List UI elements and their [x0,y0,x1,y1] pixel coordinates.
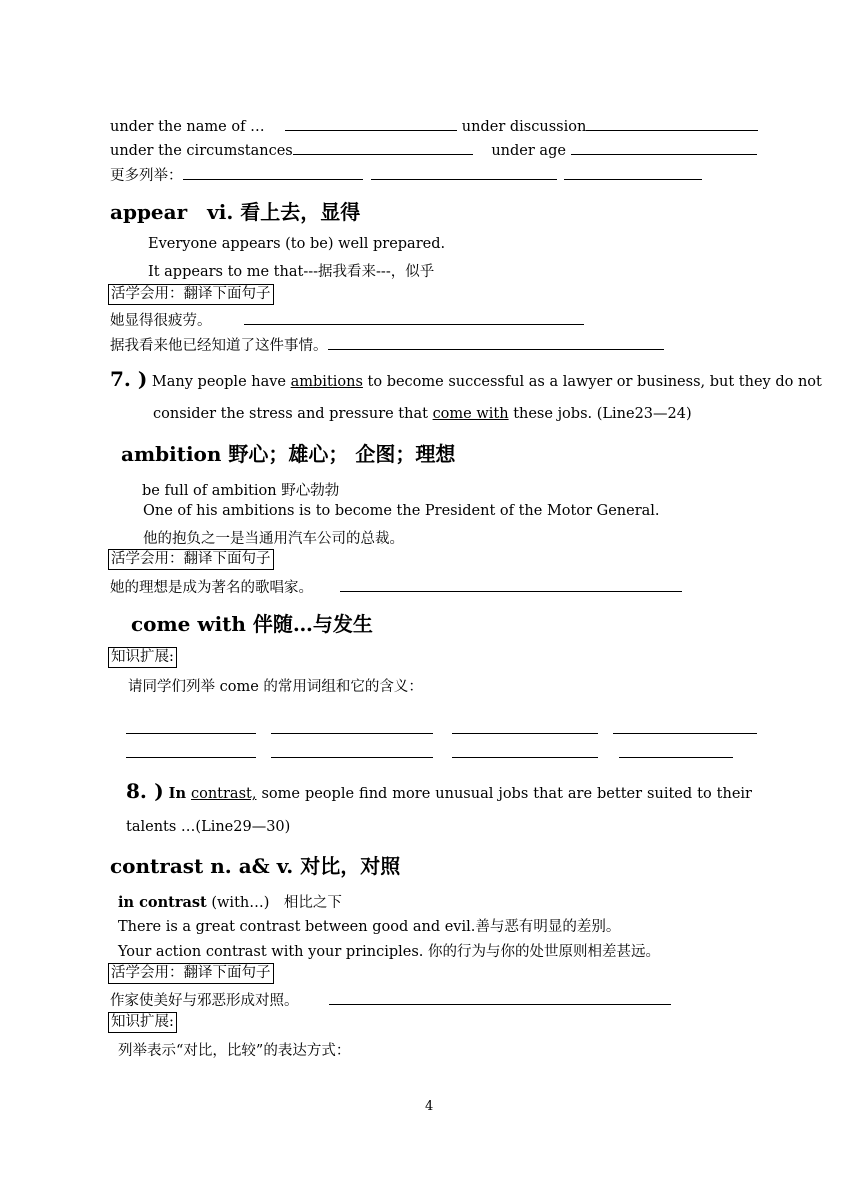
item-7-sentence [110,367,822,391]
phrase-line-3 [110,164,702,185]
answer-blank[interactable] [613,724,757,734]
practice-box: 活学会用：翻译下面句子 [108,963,274,984]
answer-blank[interactable] [271,724,433,734]
answer-blank[interactable] [452,724,598,734]
answer-blank[interactable] [452,748,598,758]
answer-blank[interactable] [126,748,256,758]
heading-come-with: come with 伴随…与发生 [131,612,373,636]
sentence-text: these jobs. (Line23—24) [513,406,692,422]
phrase-line-2 [110,140,757,159]
answer-blank[interactable] [293,140,473,155]
underlined-word: contrast, [190,786,257,802]
answer-blank[interactable] [244,310,584,325]
question-line [110,576,682,597]
heading-appear: appear vi. 看上去，显得 [110,200,361,224]
dash-row [126,743,733,762]
phrase-text: 更多列举： [110,168,183,184]
answer-blank[interactable] [564,165,702,180]
answer-blank[interactable] [328,335,664,350]
phrase-text: under discussion [461,119,587,135]
item-number: 8. ) [126,779,164,803]
example-line: One of his ambitions is to become the President of the Motor General. [143,503,660,519]
example-text: (with…) 相比之下 [211,895,342,911]
example-line: Your action contrast with your principles. 你的行为与你的处世原则相差甚远。 [118,944,661,960]
answer-blank[interactable] [371,165,557,180]
answer-blank[interactable] [340,577,682,592]
question-line [110,309,584,330]
phrase-text: under the name of … [110,119,265,135]
item-8-sentence [126,779,752,803]
phrase-line-1 [110,116,758,135]
answer-blank[interactable] [183,165,363,180]
practice-box: 活学会用：翻译下面句子 [108,284,274,305]
sentence-text: some people find more unusual jobs that are better suited to their [261,786,752,802]
answer-blank[interactable] [571,140,757,155]
answer-blank[interactable] [586,116,758,131]
answer-blank[interactable] [285,116,457,131]
heading-ambition: ambition 野心；雄心； 企图；理想 [121,442,456,466]
item-number: 7. ) [110,367,148,391]
example-line: It appears to me that---据我看来---，似乎 [148,264,435,280]
question-text: 作家使美好与邪恶形成对照。 [110,993,299,1009]
page-number: 4 [425,1099,434,1114]
answer-blank[interactable] [619,748,733,758]
answer-blank[interactable] [271,748,433,758]
prompt-line: 请同学们列举 come 的常用词组和它的含义： [128,679,423,695]
example-line: There is a great contrast between good and evil.善与恶有明显的差别。 [118,919,621,935]
question-text: 据我看来他已经知道了这件事情。 [110,338,328,354]
item-7-sentence-line-2 [153,406,692,422]
sentence-text: Many people have [151,374,287,390]
sentence-text: In [168,785,186,802]
bold-phrase: in contrast [118,894,207,911]
answer-blank[interactable] [126,724,256,734]
knowledge-box: 知识扩展: [108,1012,177,1033]
example-line [118,891,342,912]
question-line [110,334,664,355]
sentence-text: consider the stress and pressure that [153,406,428,422]
question-text: 她的理想是成为著名的歌唱家。 [110,580,313,596]
prompt-line: 列举表示“对比，比较”的表达方式： [118,1043,351,1059]
dash-row [126,719,757,738]
question-line [110,989,671,1010]
sentence-text: to become successful as a lawyer or business, but they do not [367,374,822,390]
knowledge-box: 知识扩展: [108,647,177,668]
item-8-sentence-line-2: talents …(Line29—30) [126,819,291,835]
answer-blank[interactable] [329,990,671,1005]
underlined-word: ambitions [290,374,363,390]
practice-box: 活学会用：翻译下面句子 [108,549,274,570]
example-line: be full of ambition 野心勃勃 [142,483,340,499]
example-line: 他的抱负之一是当通用汽车公司的总裁。 [143,531,404,547]
underlined-word: come with [432,406,509,422]
heading-contrast: contrast n. a& v. 对比，对照 [110,854,401,878]
phrase-text: under the circumstances [110,143,293,159]
question-text: 她显得很疲劳。 [110,313,212,329]
phrase-text: under age [491,143,566,159]
example-line: Everyone appears (to be) well prepared. [148,236,446,252]
